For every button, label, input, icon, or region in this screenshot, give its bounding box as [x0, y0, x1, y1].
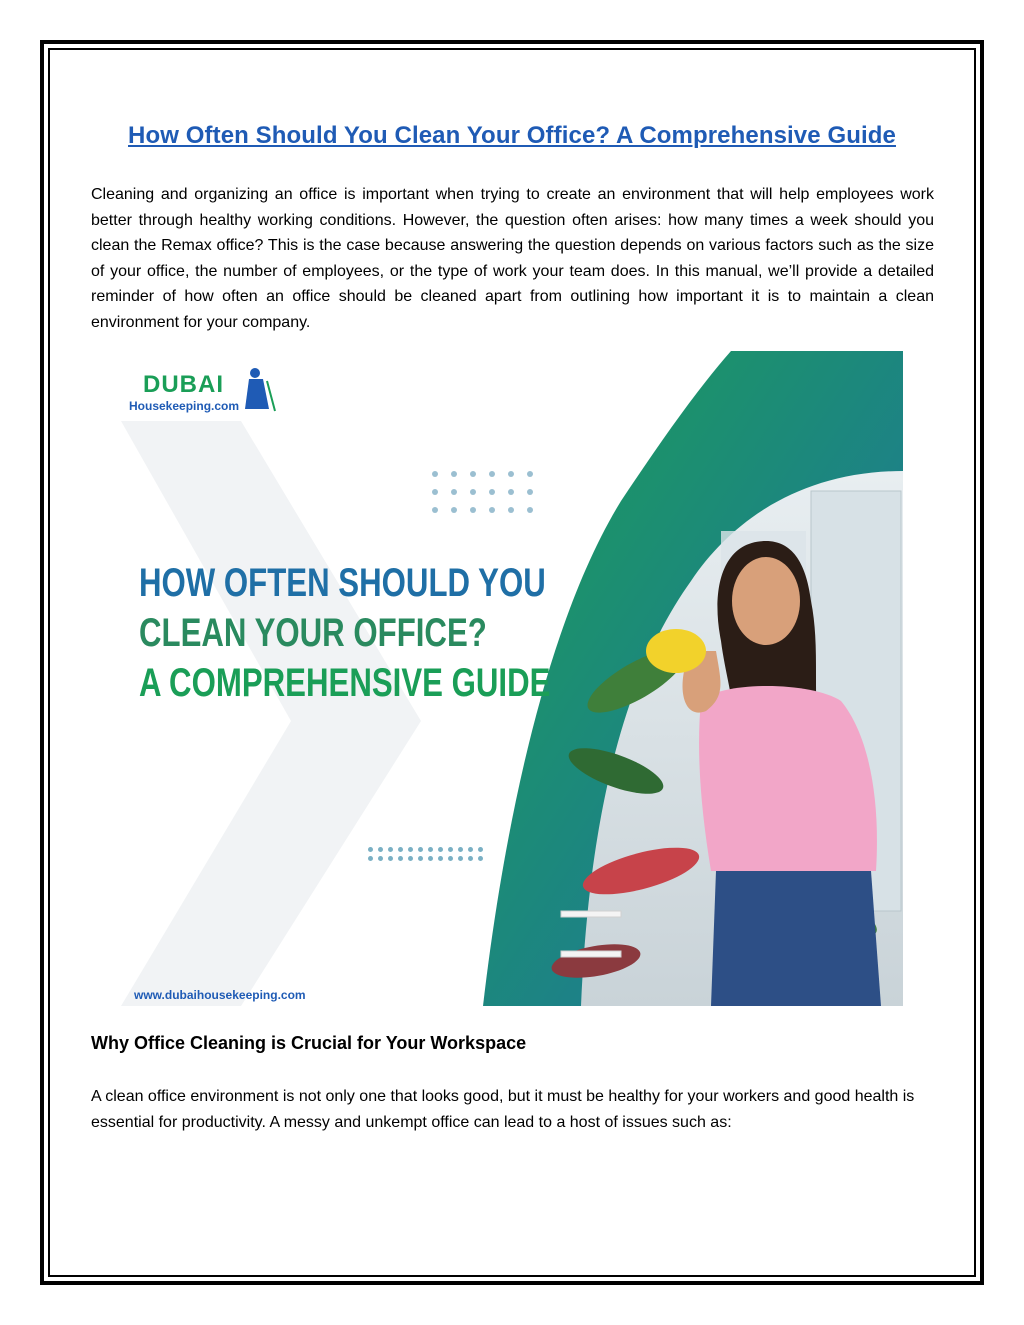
logo-text-bottom: Housekeeping.com [129, 399, 240, 413]
logo-text-top: DUBAI [143, 371, 224, 398]
dot-pattern-top [432, 471, 533, 513]
brand-logo [129, 359, 279, 419]
section-heading: Why Office Cleaning is Crucial for Your Workspace [91, 1033, 527, 1053]
section-paragraph: A clean office environment is not only one that looks good, but it must be healthy for your workers and good health is essential for productivity. A messy and unkempt office can lead to a host of issues such as: [91, 1088, 915, 1131]
headline-line-2: CLEAN YOUR OFFICE? [139, 611, 487, 655]
banner-image [121, 351, 903, 1006]
intro-paragraph: Cleaning and organizing an office is important when trying to create an environment that will help employees work better through healthy working conditions. However, the question often arises: how many times a week should you clean the Remax office? This is the case because answering the question depends on various factors such as the size of your office, the number of employees, or the type of work your team does. In this manual, we’ll provide a detailed reminder of how often an office should be cleaned apart from outlining how important it is to maintain a clean environment for your company. [91, 186, 934, 331]
headline-line-1: HOW OFTEN SHOULD YOU [139, 561, 546, 605]
document-title: How Often Should You Clean Your Office? A Comprehensive Guide [128, 122, 896, 149]
website-url: www.dubaihousekeeping.com [134, 988, 306, 1002]
headline-line-3: A COMPREHENSIVE GUIDE [139, 661, 551, 705]
banner-headline [139, 558, 550, 708]
dot-pattern-bottom [368, 847, 484, 861]
cleaning-lady-icon [237, 365, 277, 415]
